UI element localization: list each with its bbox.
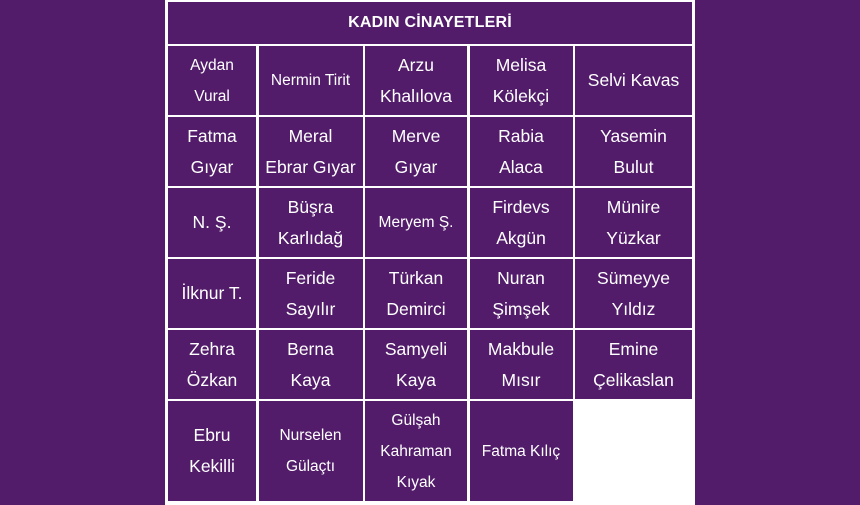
table-cell: Yasemin Bulut: [575, 117, 692, 186]
table-cell: Meral Ebrar Gıyar: [259, 117, 363, 186]
table-cell: Makbule Mısır: [470, 330, 573, 399]
table-cell: Melisa Kölekçi: [470, 46, 573, 115]
table-cell: Zehra Özkan: [168, 330, 256, 399]
table-cell: Aydan Vural: [168, 46, 256, 115]
table-cell: Fatma Gıyar: [168, 117, 256, 186]
table-cell: Münire Yüzkar: [575, 188, 692, 257]
table-cell: Sümeyye Yıldız: [575, 259, 692, 328]
table-cell: Feride Sayılır: [259, 259, 363, 328]
table-cell: Arzu Khalılova: [365, 46, 467, 115]
table-title: KADIN CİNAYETLERİ: [168, 2, 692, 44]
table-cell: Merve Gıyar: [365, 117, 467, 186]
table-cell: Fatma Kılıç: [470, 401, 573, 501]
table-cell: Nuran Şimşek: [470, 259, 573, 328]
table-cell: Firdevs Akgün: [470, 188, 573, 257]
table-cell-empty: [575, 401, 692, 501]
table-cell: Emine Çelikaslan: [575, 330, 692, 399]
table-cell: Berna Kaya: [259, 330, 363, 399]
table-cell: Nurselen Gülaçtı: [259, 401, 363, 501]
table-cell: Ebru Kekilli: [168, 401, 256, 501]
table-cell: Rabia Alaca: [470, 117, 573, 186]
table-cell: Türkan Demirci: [365, 259, 467, 328]
table-cell: N. Ş.: [168, 188, 256, 257]
table-cell: Meryem Ş.: [365, 188, 467, 257]
table-cell: Nermin Tirit: [259, 46, 363, 115]
table-cell: Büşra Karlıdağ: [259, 188, 363, 257]
table-cell: Selvi Kavas: [575, 46, 692, 115]
victims-table: [168, 2, 692, 501]
table-cell: Gülşah Kahraman Kıyak: [365, 401, 467, 501]
table-cell: İlknur T.: [168, 259, 256, 328]
table-cell: Samyeli Kaya: [365, 330, 467, 399]
